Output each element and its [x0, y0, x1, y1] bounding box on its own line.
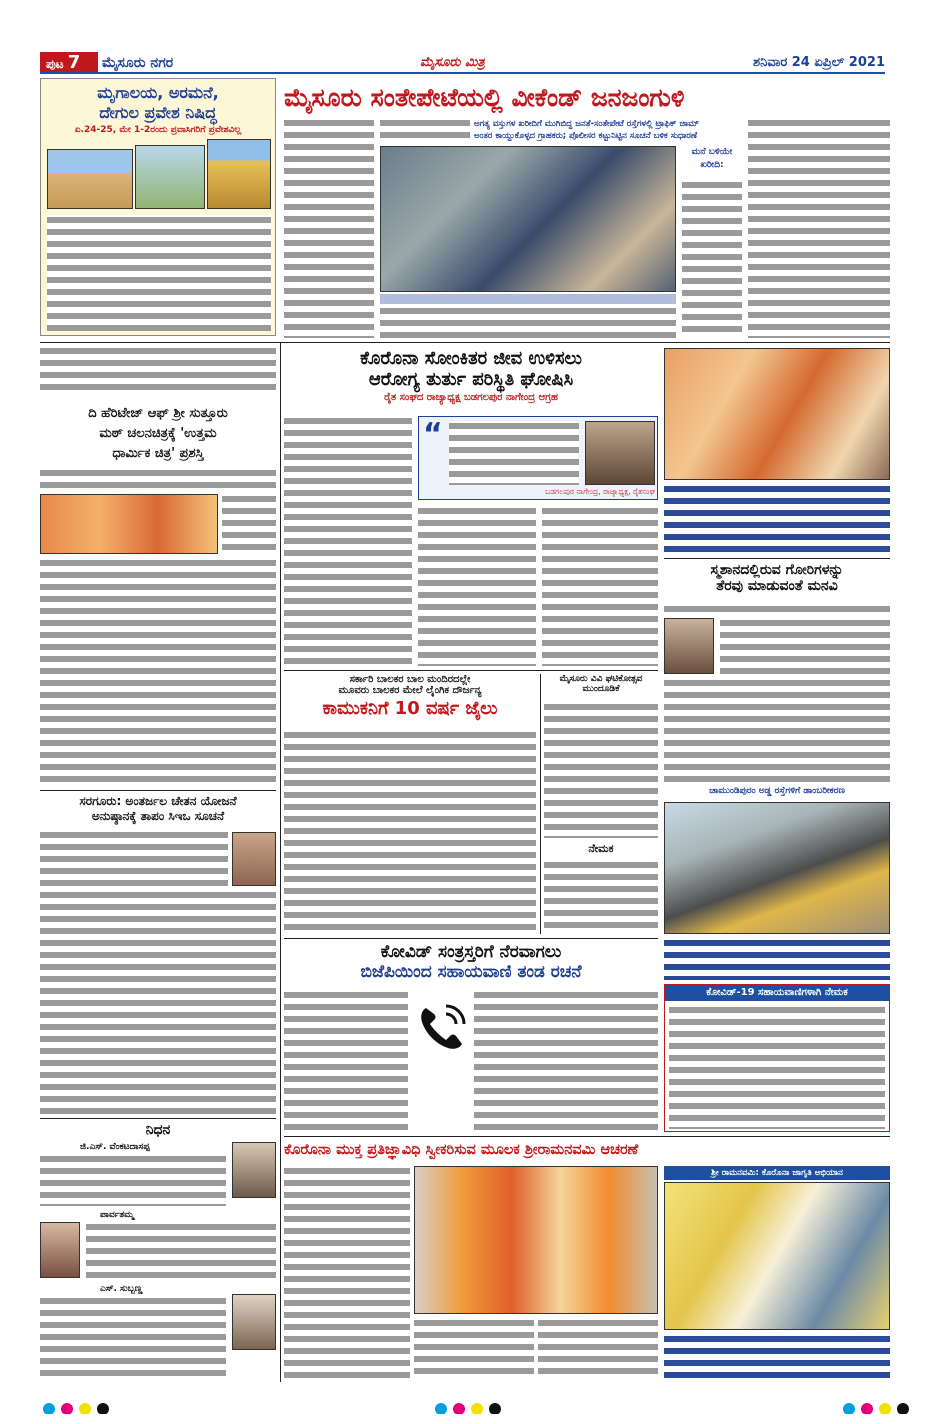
reg-dot-cyan: [435, 1403, 447, 1414]
ramanavami-caption: [664, 1334, 890, 1380]
main-col-1-text: [284, 118, 374, 338]
helpline-text: [669, 1005, 885, 1129]
reg-dot-cyan: [843, 1403, 855, 1414]
divider: [40, 1118, 276, 1119]
obit-name-3: ಎಸ್. ಸುಬ್ಬಣ್ಣ: [100, 1284, 143, 1294]
registration-marks-right: [840, 1400, 920, 1414]
ramanavami-photo-2: [664, 1182, 890, 1330]
reg-dot-yellow: [471, 1403, 483, 1414]
reg-dot-cyan: [43, 1403, 55, 1414]
quote-name: ಬಡಗಲಪುರ ನಾಗೇಂದ್ರ, ರಾಜ್ಯಾಧ್ಯಕ್ಷ, ರೈತಸಂಘ: [545, 487, 655, 496]
road-caption-title: ಚಾಮುಂಡಿಪುರಂ ಅಡ್ಡ ರಸ್ತೆಗಳಿಗೆ ಡಾಂಬರೀಕರಣ: [709, 786, 845, 796]
appointment-text: [544, 860, 658, 934]
postpone-title-2: ಮುಂದೂಡಿಕೆ: [582, 684, 620, 694]
divider: [40, 790, 276, 791]
sub-heading: ಮನೆ ಬಳಿಯೇ ಖರೀದಿ:: [691, 147, 733, 170]
nagendra-photo: [585, 421, 655, 485]
divider: [284, 670, 658, 671]
obit-name-2: ಪಾರ್ವತಮ್ಮ: [100, 1210, 134, 1220]
page-header: [40, 52, 885, 74]
main-col-4-text: [748, 118, 890, 338]
cemetery-text-2: [720, 618, 890, 674]
palace-photo: [47, 149, 133, 209]
heritage-side-text: [222, 494, 276, 554]
reg-dot-magenta: [861, 1403, 873, 1414]
corona-title-1: ಕೊರೊನಾ ಸೋಂಕಿತರ ಜೀವ ಉಳಿಸಲು: [360, 348, 582, 369]
swamiji-photo: [40, 494, 218, 554]
covid-help-title-2: ಬಿಜೆಪಿಯಿಂದ ಸಹಾಯವಾಣಿ ತಂಡ ರಚನೆ: [360, 962, 582, 982]
quote-box: [418, 416, 658, 500]
helpline-title: ಕೋವಿಡ್-19 ಸಹಾಯವಾಣಿಗಳಾಗಿ ನೇಮಕ: [665, 985, 889, 1001]
covid-help-text-1: [284, 990, 408, 1132]
reg-dot-black: [897, 1403, 909, 1414]
registration-marks-left: [40, 1400, 120, 1414]
divider: [284, 1136, 890, 1137]
obit-photo-1: [232, 1142, 276, 1198]
reg-dot-magenta: [61, 1403, 73, 1414]
bullet-2: ಅಂತರ ಕಾಯ್ದುಕೊಳ್ಳದ ಗ್ರಾಹಕರು; ಪೊಲೀಸರ ಕಟ್ಟುನಿಟ್ಟಿನ ಸೂಚನೆ ಬಳಿಕ ಸುಧಾರಣೆ: [474, 131, 698, 141]
heritage-prev-text: [40, 346, 276, 396]
court-kicker-2: ಮೂವರು ಬಾಲಕರ ಮೇಲೆ ಲೈಂಗಿಕ ದೌರ್ಜನ್ಯ: [338, 685, 482, 696]
helpline-box: [664, 984, 890, 1132]
ramanavami-text-3: [538, 1318, 658, 1380]
obit-photo-2: [40, 1222, 80, 1278]
obit-name-1: ಜಿ.ಎಸ್. ವೆಂಕಟದಾಸಪ್ಪ: [80, 1142, 150, 1152]
heritage-title-1: ದಿ ಹೆರಿಟೇಜ್ ಆಫ್ ಶ್ರೀ ಸುತ್ತೂರು: [88, 406, 228, 421]
temple-photo: [207, 139, 271, 209]
zoo-body-text: [47, 215, 271, 331]
sargur-text-1: [40, 830, 228, 888]
quote-text: [449, 421, 579, 485]
corona-subtitle: ರೈತ ಸಂಘದ ರಾಜ್ಯಾಧ್ಯಕ್ಷ ಬಡಗಲಪುರ ನಾಗೇಂದ್ರ ಆಗ್ರಹ: [384, 392, 558, 403]
column-rule: [540, 674, 541, 934]
ceo-photo: [232, 832, 276, 886]
photo-caption: [380, 294, 676, 304]
court-kicker-1: ಸರ್ಕಾರಿ ಬಾಲಕರ ಬಾಲ ಮಂದಿರದಲ್ಲೇ: [349, 674, 471, 685]
appointment-title: ನೇಮಕ: [588, 842, 614, 855]
reg-dot-yellow: [879, 1403, 891, 1414]
sargur-title-1: ಸರಗೂರು: ಅಂತರ್ಜಲ ಚೇತನ ಯೋಜನೆ: [79, 794, 237, 808]
covid-help-article: [284, 942, 658, 1132]
court-article: [284, 674, 536, 936]
zoo-title-line1: ಮೃಗಾಲಯ, ಅರಮನೆ,: [97, 83, 219, 102]
bullet-1: ಅಗತ್ಯ ವಸ್ತುಗಳ ಖರೀದಿಗೆ ಮುಗಿಬಿದ್ದ ಜನತೆ-ಸಂತೇಪೇಟೆ ರಸ್ತೆಗಳಲ್ಲಿ ಟ್ರಾಫಿಕ್ ಜಾಮ್: [474, 119, 699, 129]
section-name: ಮೈಸೂರು ನಗರ: [102, 55, 174, 71]
zoo-title-line2: ದೇಗುಲ ಪ್ರವೇಶ ನಿಷಿದ್ಧ: [99, 103, 217, 122]
heritage-title-3: ಧಾರ್ಮಿಕ ಚಿತ್ರ' ಪ್ರಶಸ್ತಿ: [112, 446, 204, 461]
ramanavami-text-2: [414, 1318, 534, 1380]
zoo-palace-article: [40, 78, 276, 336]
page-label: ಪುಟ: [46, 57, 64, 71]
corona-text-col3: [542, 506, 658, 666]
court-text: [284, 730, 536, 936]
swamiji-caption: [664, 484, 890, 554]
sargur-article: [40, 794, 276, 1114]
postpone-title-1: ಮೈಸೂರು ವಿವಿ ಘಟಿಕೋತ್ಸವ: [559, 674, 643, 684]
sargur-title-2: ಅನುಷ್ಠಾನಕ್ಕೆ ತಾಪಂ ಸಿಇಒ ಸೂಚನೆ: [91, 809, 225, 823]
cemetery-article: [664, 562, 890, 784]
divider: [664, 558, 890, 559]
giraffe-photo: [135, 145, 205, 209]
reg-dot-black: [97, 1403, 109, 1414]
petitioner-photo: [664, 618, 714, 674]
main-headline: ಮೈಸೂರು ಸಂತೇಪೇಟೆಯಲ್ಲಿ ವೀಕೆಂಡ್ ಜನಜಂಗುಳಿ: [284, 83, 685, 112]
corona-emergency-article: [284, 346, 658, 666]
divider: [284, 938, 658, 939]
main-col-2-text: [380, 118, 470, 140]
market-crowd-photo: [380, 146, 676, 292]
cemetery-title-2: ತೆರವು ಮಾಡುವಂತೆ ಮನವಿ: [716, 578, 838, 594]
road-caption-text: [664, 938, 890, 980]
heritage-text-top: [40, 468, 276, 490]
heritage-article: [40, 346, 276, 786]
cemetery-text-3: [664, 678, 890, 784]
reg-dot-yellow: [79, 1403, 91, 1414]
postpone-text: [544, 702, 658, 838]
zoo-subtitle: ಏ.24-25, ಮೇ 1-2ರಂದು ಪ್ರವಾಸಿಗರಿಗೆ ಪ್ರವೇಶವಿಲ್ಲ: [74, 125, 242, 135]
sargur-text-2: [40, 890, 276, 1114]
divider: [40, 342, 890, 343]
ramanavami-photo-1: [414, 1166, 658, 1314]
main-col-5-text: [380, 306, 676, 338]
reg-dot-black: [489, 1403, 501, 1414]
registration-marks-center: [432, 1400, 512, 1414]
covid-help-text-2: [474, 990, 658, 1132]
obit-text-3: [40, 1296, 226, 1376]
cemetery-text-1: [664, 604, 890, 614]
obituary-section: [40, 1122, 276, 1380]
page-number: 7: [67, 52, 81, 73]
ramanavami-text-1: [284, 1166, 410, 1380]
obit-text-1: [40, 1154, 226, 1206]
heritage-title-2: ಮಠ್ ಚಲನಚಿತ್ರಕ್ಕೆ 'ಉತ್ತಮ: [99, 426, 217, 441]
page-number-badge: [40, 52, 98, 74]
obituary-title: ನಿಧನ: [145, 1122, 171, 1138]
column-rule: [280, 342, 281, 1382]
road-asphalt-photo: [664, 802, 890, 934]
issue-date: ಶನಿವಾರ 24 ಏಪ್ರಿಲ್ 2021: [753, 55, 885, 70]
main-col-3-text: [682, 180, 742, 338]
reg-dot-magenta: [453, 1403, 465, 1414]
court-headline: ಕಾಮುಕನಿಗೆ 10 ವರ್ಷ ಜೈಲು: [322, 698, 498, 719]
obit-text-2: [86, 1222, 276, 1278]
phone-icon: [412, 998, 472, 1058]
swamiji-ceremony-photo: [664, 348, 890, 480]
corona-title-2: ಆರೋಗ್ಯ ತುರ್ತು ಪರಿಸ್ಥಿತಿ ಘೋಷಿಸಿ: [368, 369, 574, 390]
covid-help-title-1: ಕೋವಿಡ್ ಸಂತ್ರಸ್ತರಿಗೆ ನೆರವಾಗಲು: [380, 942, 562, 962]
obit-photo-3: [232, 1294, 276, 1350]
corona-text-col2: [418, 506, 536, 666]
heritage-body-text: [40, 558, 276, 786]
postpone-article: [544, 674, 658, 936]
masthead-logo: ಮೈಸೂರು ಮಿತ್ರ: [420, 55, 485, 70]
quote-mark-icon: “: [423, 417, 443, 452]
ramanavami-side-title: ಶ್ರೀ ರಾಮನವಮಿ: ಕೊರೊನಾ ಜಾಗೃತಿ ಅಭಿಯಾನ: [664, 1166, 890, 1180]
ramanavami-headline: ಕೊರೊನಾ ಮುಕ್ತ ಪ್ರತಿಜ್ಞಾವಿಧಿ ಸ್ವೀಕರಿಸುವ ಮೂಲಕ ಶ್ರೀರಾಮನವಮಿ ಆಚರಣೆ: [284, 1142, 639, 1158]
cemetery-title-1: ಸ್ಮಶಾನದಲ್ಲಿರುವ ಗೋರಿಗಳನ್ನು: [710, 562, 844, 578]
corona-text-col1: [284, 416, 412, 666]
